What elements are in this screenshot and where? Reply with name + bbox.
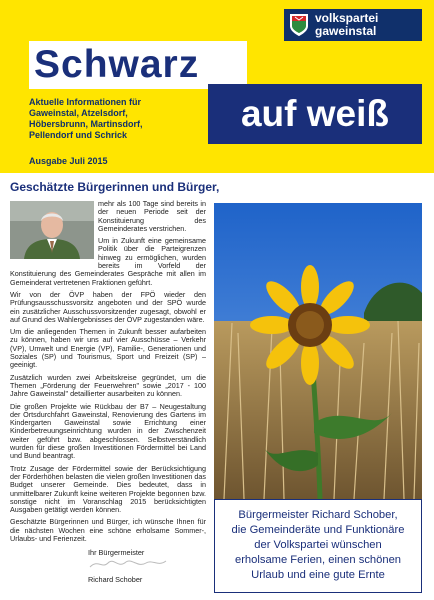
intro-line: Gaweinstal, Atzelsdorf, — [29, 108, 128, 118]
greeting-caption — [214, 499, 422, 593]
intro-line: Pellendorf und Schrick — [29, 130, 128, 140]
caption-line: erholsame Ferien, einen schönen — [234, 554, 402, 566]
article-paragraph: Geschätzte Bürgerinnen und Bürger, ich wünsche Ihnen für die nächsten Wochen eine schöne erholsame Sommer-, Urlaubs- und Ferienzeit. — [10, 517, 206, 543]
sunflower-photo — [214, 203, 422, 499]
sunflower-field-icon — [214, 203, 422, 499]
intro-line: Aktuelle Informationen für — [29, 97, 142, 107]
ovp-shield-icon — [288, 12, 310, 38]
intro-line: Höbersbrunn, Martinsdorf, — [29, 119, 143, 129]
photo-wrap-space — [10, 200, 98, 264]
article-paragraph: Zusätzlich wurden zwei Arbeitskreise gegründet, um die Themen „Förderung der Feuerwehren" sowie „2017 - 100 Jahre Gaweinstal" detaillierter ausarbeiten zu können. — [10, 372, 206, 399]
issue-date: Ausgabe Juli 2015 — [29, 156, 108, 166]
article-paragraph: Um in Zukunft eine gemeinsame Politik über die Parteigrenzen hinweg zu ermöglichen, wurden bereits im Vorfeld der Konstituierung des Gemeinderates Gespräche mit allen im Gemeinderat vertretenen Fraktionen geführt. — [10, 236, 206, 287]
article-paragraph: Trotz Zusage der Fördermittel sowie der Berücksichtigung der Förderhöhen belasten die vielen großen Investitionen das Budget unserer Gemeinde. Dies bedeutet, dass in unmittelbarer Zukunft keine weiteren Projekte begonnen bzw. sonstige nicht im Voranschlag 2015 berücksichtigten Ausgaben getätigt werden können. — [10, 463, 206, 515]
logo-line2: gaweinstal — [315, 24, 377, 38]
signature-block — [88, 548, 168, 584]
party-logo — [284, 9, 422, 41]
article-body — [10, 200, 206, 547]
masthead-title-1: Schwarz — [29, 41, 247, 89]
masthead-title-2: auf weiß — [208, 84, 422, 144]
intro-text — [29, 97, 205, 141]
caption-line: Urlaub und eine gute Ernte — [251, 569, 385, 581]
article-paragraph: mehr als 100 Tage sind bereits in der neuen Periode seit der Konstituierung des Gemeinderates verstrichen. — [98, 199, 206, 233]
greeting-heading: Geschätzte Bürgerinnen und Bürger, — [10, 180, 220, 194]
article-paragraph: Wir von der ÖVP haben der FPÖ wieder den Prüfungsausschussvorsitz angeboten und der SPÖ wurde ein zusätzlicher Ausschussvorsitzender zugesagt, obwohl er auf Grund des Wahlergebnisses der ÖVP zugestanden wäre. — [10, 289, 206, 324]
logo-line1: volkspartei — [315, 11, 379, 25]
article-paragraph: Die großen Projekte wie Rückbau der B7 – Neugestaltung der Ortsdurchfahrt Gaweinstal, Renovierung des Gartens im Kindergarten Gaweinstal sowie Errichtung einer Kinderbetreuungseinrichtung wurden in der Zwischenzeit weiter geführt bzw. abgeschlossen. Selbstverständlich wurden für diese großen Investitionen Fördermittel bei Land und Bund beantragt. — [10, 401, 206, 461]
caption-line: die Gemeinderäte und Funktionäre — [231, 524, 405, 536]
signature-name: Richard Schober — [88, 575, 143, 584]
signature-scribble-icon — [88, 557, 168, 571]
caption-line: Bürgermeister Richard Schober, — [238, 509, 398, 521]
caption-line: der Volkspartei wünschen — [254, 539, 382, 551]
signature-closing: Ihr Bürgermeister — [88, 548, 145, 557]
article-paragraph: Um die anliegenden Themen in Zukunft besser aufarbeiten zu können, haben wir uns auf vier Ausschüsse – Verkehr (VP), Umwelt und Energie (VP), Familie-, Generationen und Soziales (SP) und Tourismus, Sport und Freizeit (SP) – geeinigt. — [10, 327, 206, 370]
